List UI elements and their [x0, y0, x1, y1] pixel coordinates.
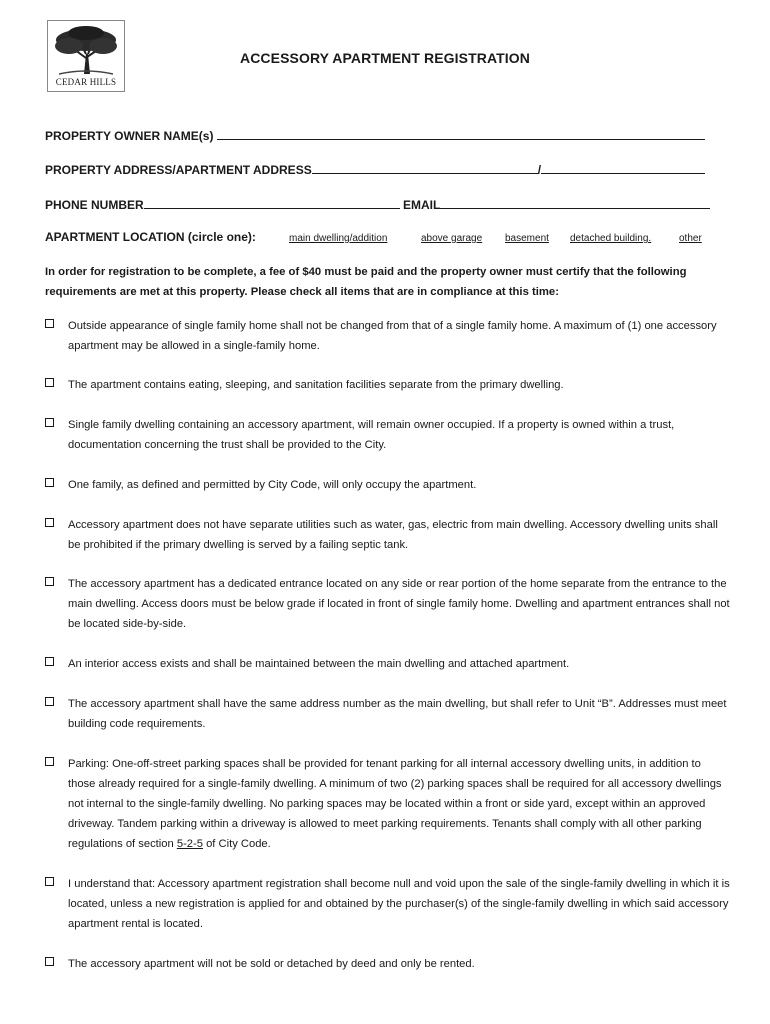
phone-label: PHONE NUMBER: [45, 198, 144, 212]
requirement-text: I understand that: Accessory apartment registration shall become null and void upon the sale of the single-family dwelling in which it is located, unless a new registration is applied for and obtained by the purchaser(s) of the single-family dwelling in which said accessory apartment rental is located.: [68, 878, 730, 930]
requirement-checkbox[interactable]: [45, 657, 54, 666]
address-label: PROPERTY ADDRESS/APARTMENT ADDRESS: [45, 163, 312, 177]
instructions-paragraph: In order for registration to be complete, a fee of $40 must be paid and the property owner must certify that the following requirements are met at this property. Please check all items that are in compliance at this time:: [45, 266, 687, 298]
location-option-main-dwelling[interactable]: main dwelling/addition: [289, 233, 388, 244]
phone-email-field[interactable]: [45, 197, 710, 212]
requirement-text: Accessory apartment does not have separate utilities such as water, gas, electric from main dwelling. Accessory dwelling units shall be prohibited if the primary dwelling is served by a failing septic tank.: [68, 519, 718, 551]
logo-text: CEDAR HILLS: [55, 77, 117, 87]
requirement-checkbox[interactable]: [45, 478, 54, 487]
location-option-basement[interactable]: basement: [505, 233, 549, 244]
page-title: ACCESSORY APARTMENT REGISTRATION: [240, 50, 530, 66]
requirement-checkbox[interactable]: [45, 418, 54, 427]
requirement-text: The accessory apartment will not be sold or detached by deed and only be rented.: [68, 958, 475, 970]
requirement-text: [68, 754, 730, 854]
email-blank[interactable]: [440, 197, 710, 209]
phone-blank[interactable]: [144, 197, 400, 209]
apartment-location-label: APARTMENT LOCATION (circle one):: [45, 230, 256, 244]
city-code-section-link[interactable]: 5-2-5: [176, 838, 203, 850]
requirement-checkbox[interactable]: [45, 319, 54, 328]
location-option-other[interactable]: other: [679, 233, 702, 244]
requirement-text: An interior access exists and shall be maintained between the main dwelling and attached apartment.: [68, 658, 570, 670]
requirement-text: The accessory apartment shall have the same address number as the main dwelling, but shall refer to Unit “B”. Addresses must meet building code requirements.: [68, 698, 727, 730]
requirement-checkbox[interactable]: [45, 877, 54, 886]
parking-text-suffix: of City Code.: [206, 838, 271, 850]
apartment-address-blank[interactable]: [541, 162, 705, 174]
requirement-text: The apartment contains eating, sleeping, and sanitation facilities separate from the primary dwelling.: [68, 379, 564, 391]
requirement-checkbox[interactable]: [45, 697, 54, 706]
owner-name-label: PROPERTY OWNER NAME(s): [45, 129, 214, 143]
owner-name-blank[interactable]: [217, 128, 705, 140]
email-label: EMAIL: [403, 198, 441, 212]
requirement-text: Outside appearance of single family home shall not be changed from that of a single family home. A maximum of (1) one accessory apartment may be allowed in a single-family home.: [68, 320, 717, 352]
address-separator: /: [537, 163, 542, 177]
requirement-text: One family, as defined and permitted by City Code, will only occupy the apartment.: [68, 479, 477, 491]
requirement-text: Single family dwelling containing an accessory apartment, will remain owner occupied. If a property is owned within a trust, documentation concerning the trust shall be provided to the City.: [68, 419, 675, 451]
requirement-checkbox[interactable]: [45, 378, 54, 387]
apartment-location-label-row: [45, 230, 256, 244]
owner-name-field[interactable]: [45, 128, 705, 143]
requirement-checkbox[interactable]: [45, 577, 54, 586]
requirement-checkbox[interactable]: [45, 518, 54, 527]
requirement-checkbox[interactable]: [45, 757, 54, 766]
location-option-above-garage[interactable]: above garage: [421, 233, 483, 244]
location-option-detached-building[interactable]: detached building.: [570, 233, 652, 244]
address-field[interactable]: [45, 162, 705, 177]
requirement-text: The accessory apartment has a dedicated entrance located on any side or rear portion of the home separate from the entrance to the main dwelling. Access doors must be below grade if located in front of single family home. Dwelling and apartment entrances shall not be located side-by-side.: [68, 578, 730, 630]
address-blank[interactable]: [312, 162, 538, 174]
parking-text: Parking: One-off-street parking spaces shall be provided for tenant parking for all internal accessory dwelling units, in addition to those already required for a single-family dwelling. A minimum of two (2) parking spaces shall be required for all accessory dwellings not internal to the single-family dwelling. No parking spaces may be located within a front or side yard, except within an approved driveway. Tandem parking within a driveway is allowed to meet parking requirements. Tenants shall comply with all other parking regulations of section: [68, 758, 722, 850]
requirement-checkbox[interactable]: [45, 957, 54, 966]
